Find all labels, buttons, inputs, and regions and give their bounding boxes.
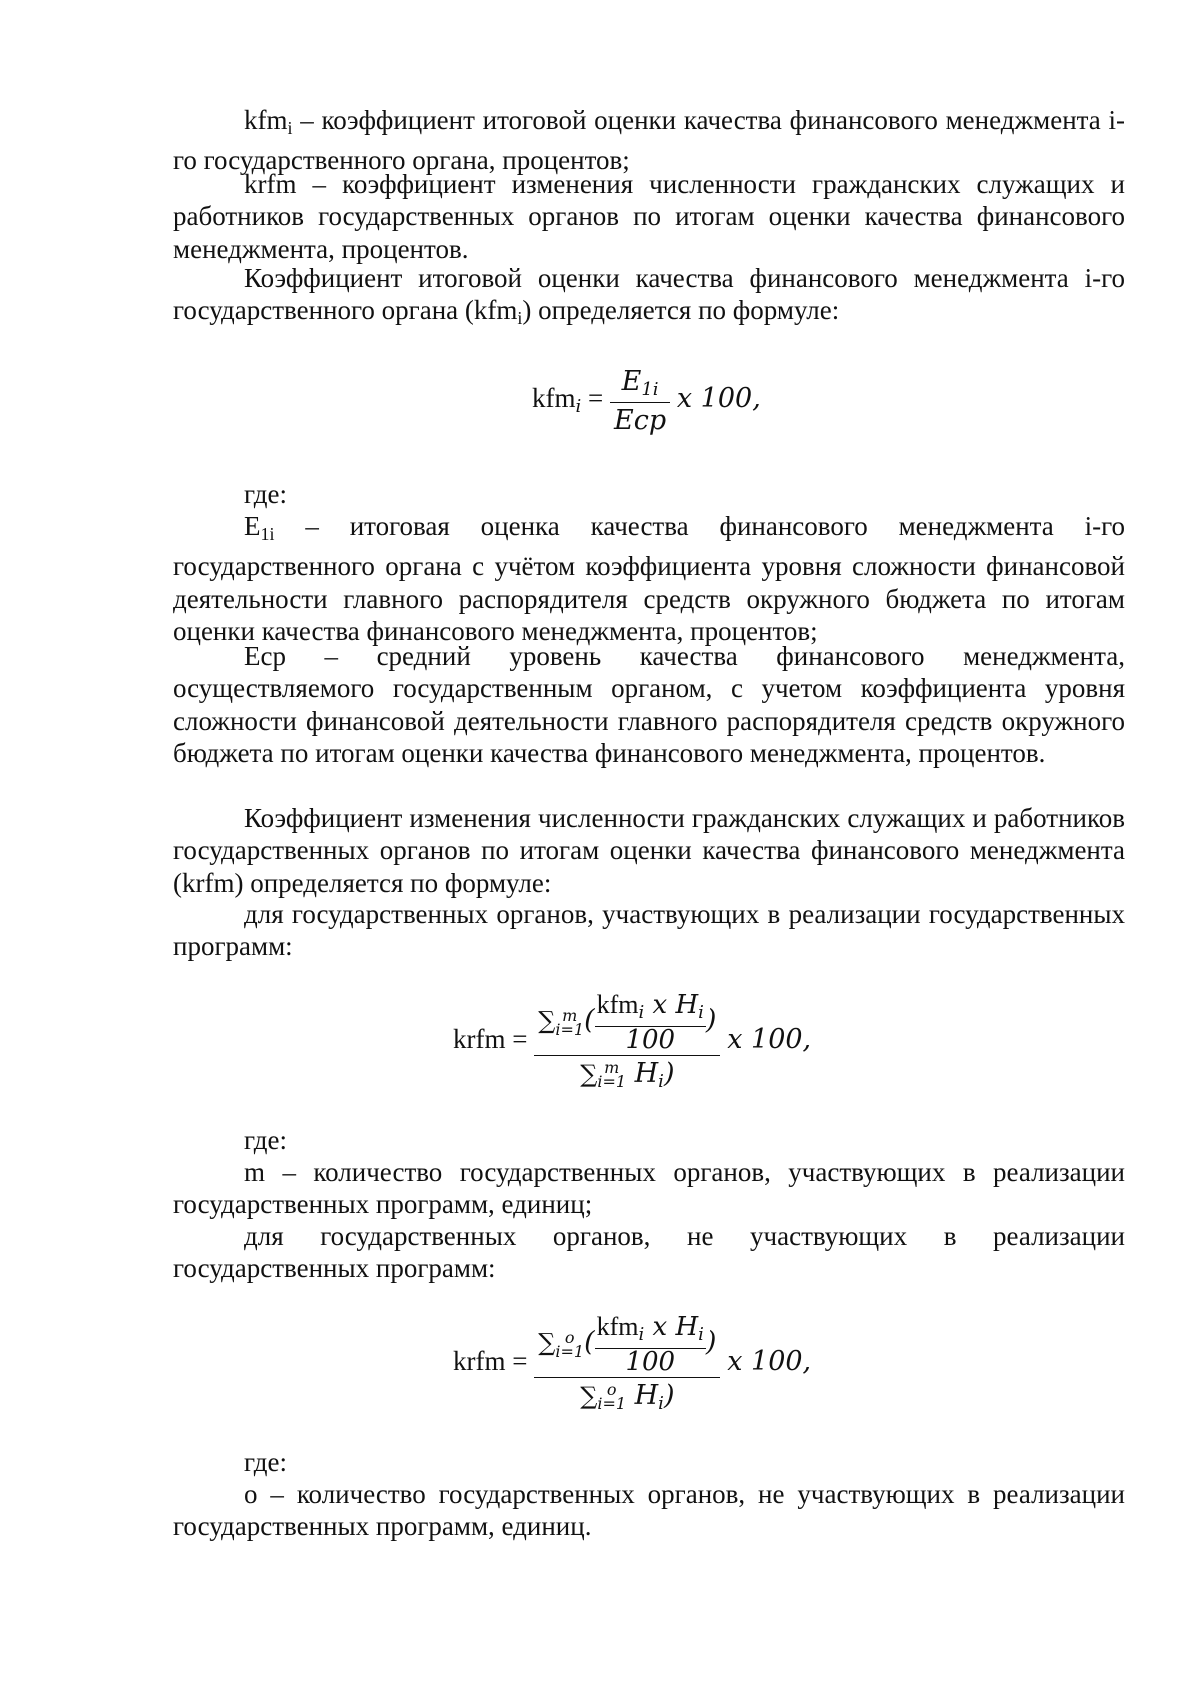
- formula3-denominator: [534, 1377, 720, 1414]
- formula3-open-paren: (: [584, 1326, 595, 1358]
- term-e-subscript: 1i: [260, 524, 275, 544]
- term-kfm-subscript: i: [287, 118, 293, 138]
- formula3-inner-h-sub: i: [698, 1324, 704, 1345]
- formula3-inner-denominator: 100: [595, 1348, 706, 1375]
- formula2-den-h: H: [626, 1058, 659, 1089]
- formula2-upper-limit: m: [562, 1005, 578, 1025]
- formula-kfm-denominator: Ecp: [610, 402, 670, 436]
- term-e: E: [244, 511, 261, 541]
- paragraph-ecp-definition: Еср – средний уровень качества финансового менеджмента, осуществляемого государственным органом, с учетом коэффициента уровня сложности финансовой деятельности главного распорядителя средств окружного бюджета по итогам оценки качества финансового менеджмента, процентов.: [173, 641, 1125, 769]
- formula3-close-paren: ): [705, 1326, 717, 1358]
- formula3-tail: x 100,: [727, 1346, 812, 1378]
- formula3-numerator: [534, 1314, 720, 1377]
- formula-kfm-tail: x 100,: [676, 383, 761, 415]
- formula2-inner-kfm-sub: i: [638, 1002, 645, 1023]
- formula3-sum-limits: [555, 1327, 585, 1361]
- paragraph-not-participating: для государственных органов, не участвующих в реализации государственных программ:: [173, 1221, 1125, 1284]
- formula2-lower-limit: i=1: [555, 1019, 585, 1039]
- term-kfm: kfm: [244, 105, 288, 135]
- paragraph-krfm-definition: krfm – коэффициент изменения численности гражданских служащих и работников государственных органов по итогам оценки качества финансового менеджмента, процентов.: [173, 169, 1125, 264]
- formula3-inner-kfm-sub: i: [638, 1324, 645, 1345]
- formula2-fraction: [534, 992, 720, 1092]
- formula-kfm-equals: =: [581, 383, 610, 414]
- paragraph-m-definition: m – количество государственных органов, участвующих в реализации государственных программ, единиц;: [173, 1157, 1125, 1220]
- formula2-numerator: [534, 992, 720, 1055]
- numerator-e: E: [621, 366, 642, 397]
- paragraph-kfm-formula-intro: [173, 262, 1125, 335]
- formula3-lower-limit: i=1: [555, 1341, 585, 1361]
- formula3-den-lower: i=1: [597, 1393, 627, 1413]
- formula-kfm: [532, 366, 761, 436]
- formula3-den-h-sub: i: [658, 1393, 664, 1414]
- formula3-fraction: [534, 1314, 720, 1414]
- formula-kfm-lhs: [532, 383, 582, 418]
- where-label-1: где:: [244, 479, 287, 509]
- formula2-inner-h-sub: i: [698, 1002, 704, 1023]
- kfm-intro-subscript: i: [517, 308, 523, 329]
- formula2-tail: x 100,: [727, 1024, 812, 1056]
- formula3-sum-symbol: ∑: [538, 1328, 556, 1357]
- formula2-denominator: [534, 1055, 720, 1092]
- formula2-den-h-sub: i: [658, 1071, 664, 1092]
- formula3-den-sum-limits: [597, 1379, 627, 1413]
- formula2-den-lower: i=1: [597, 1071, 627, 1091]
- formula2-inner-kfm: kfm: [596, 990, 639, 1019]
- formula3-inner-numerator: [595, 1314, 706, 1348]
- kfm-intro-text: Коэффициент итоговой оценки качества финансового менеджмента i-го государственного органа (kfm: [173, 263, 1125, 326]
- formula2-inner-numerator: [595, 992, 706, 1026]
- paragraph-o-definition: o – количество государственных органов, не участвующих в реализации государственных программ, единиц.: [173, 1479, 1125, 1542]
- formula3-den-close: ): [663, 1380, 675, 1411]
- e1i-definition-text: – итоговая оценка качества финансового менеджмента i-го государственного органа с учётом коэффициента уровня сложности финансовой деятельности главного распорядителя средств окружного бюджета по итогам оценки качества финансового менеджмента, процентов;: [173, 511, 1125, 647]
- formula-kfm-fraction: [610, 366, 670, 436]
- formula3-inner-kfm: kfm: [596, 1312, 639, 1341]
- paragraph-kfm-definition: [173, 104, 1125, 177]
- formula-krfm-not-participating: [453, 1314, 811, 1414]
- formula2-den-close: ): [663, 1058, 675, 1089]
- formula-kfm-numerator: [610, 366, 670, 402]
- where-label-2: где:: [244, 1125, 287, 1155]
- formula2-inner-denominator: 100: [595, 1026, 706, 1053]
- formula2-close-paren: ): [705, 1004, 717, 1036]
- formula-kfm-lhs-sub: i: [575, 396, 582, 418]
- formula3-den-h: H: [626, 1380, 659, 1411]
- formula2-open-paren: (: [584, 1004, 595, 1036]
- formula-krfm-participating: [453, 992, 811, 1092]
- paragraph-krfm-formula-intro: Коэффициент изменения численности гражданских служащих и работников государственных органов по итогам оценки качества финансового менеджмента (krfm) определяется по формуле:: [173, 803, 1125, 898]
- formula2-inner-h: x H: [644, 990, 699, 1020]
- formula2-den-sum-symbol: ∑: [580, 1060, 598, 1088]
- formula2-lhs: krfm =: [453, 1024, 535, 1055]
- formula2-sum-symbol: ∑: [538, 1006, 556, 1035]
- formula-kfm-lhs-text: kfm: [532, 383, 576, 414]
- formula3-inner-fraction: [595, 1314, 706, 1375]
- formula2-sum-limits: [555, 1005, 585, 1039]
- where-label-3: где:: [244, 1447, 287, 1477]
- formula3-upper-limit: o: [564, 1327, 575, 1347]
- kfm-definition-text: – коэффициент итоговой оценки качества финансового менеджмента i-го государственного органа, процентов;: [173, 105, 1125, 176]
- paragraph-participating: для государственных органов, участвующих в реализации государственных программ:: [173, 899, 1125, 962]
- paragraph-e1i-definition: [173, 510, 1125, 648]
- formula3-lhs: krfm =: [453, 1346, 535, 1377]
- formula3-inner-h: x H: [644, 1312, 699, 1342]
- numerator-e-sub: 1i: [641, 379, 659, 400]
- formula3-den-sum-symbol: ∑: [580, 1382, 598, 1410]
- formula3-den-upper: o: [606, 1379, 617, 1399]
- kfm-intro-text-end: ) определяется по формуле:: [522, 295, 840, 326]
- formula2-den-upper: m: [604, 1057, 620, 1077]
- formula2-den-sum-limits: [597, 1057, 627, 1091]
- formula2-inner-fraction: [595, 992, 706, 1053]
